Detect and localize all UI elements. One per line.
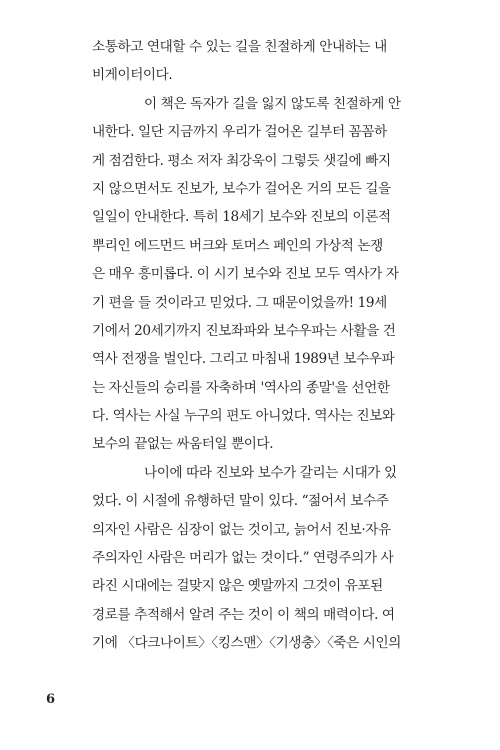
text-line: 기에 〈다크나이트〉〈킹스맨〉〈기생충〉〈죽은 시인의 [92,635,401,652]
text-line: 경로를 추적해서 알려 주는 것이 이 책의 매력이다. 여 [92,606,395,623]
body-text [92,33,401,658]
text-line: 일일이 안내한다. 특히 18세기 보수와 진보의 이론적 [92,209,391,226]
paragraph-start-line: 이 책은 독자가 길을 잃지 않도록 친절하게 안 [144,95,401,112]
text-line: 보수의 끝없는 싸움터일 뿐이다. [92,436,274,453]
text-line: 내한다. 일단 지금까지 우리가 걸어온 길부터 꼼꼼하 [92,124,387,141]
text-line: 게 점검한다. 평소 저자 최강욱이 그렇듯 샛길에 빠지 [92,152,391,169]
text-line: 은 매우 흥미롭다. 이 시기 보수와 진보 모두 역사가 자 [92,266,399,283]
text-line: 비게이터이다. [92,67,173,84]
text-line: 다. 역사는 사실 누구의 편도 아니었다. 역사는 진보와 [92,408,395,425]
text-line: 주의자인 사람은 머리가 없는 것이다.” 연령주의가 사 [92,550,394,567]
text-line: 지 않으면서도 진보가, 보수가 걸어온 거의 모든 길을 [92,180,391,197]
page-number: 6 [46,692,56,707]
text-line: 뿌리인 에드먼드 버크와 토머스 페인의 가상적 논쟁 [92,237,383,254]
text-line: 기에서 20세기까지 진보좌파와 보수우파는 사활을 건 [92,322,396,339]
text-line: 역사 전쟁을 벌인다. 그리고 마침내 1989년 보수우파 [92,351,395,368]
text-line: 는 자신들의 승리를 자축하며 '역사의 종말'을 선언한 [92,379,390,396]
paragraph-start-line: 나이에 따라 진보와 보수가 갈리는 시대가 있 [144,464,397,481]
text-line: 라진 시대에는 걸맞지 않은 옛말까지 그것이 유포된 [92,578,383,595]
text-line: 었다. 이 시절에 유행하던 말이 있다. “젊어서 보수주 [92,493,389,510]
text-line: 기 편을 들 것이라고 믿었다. 그 때문이었을까! 19세 [92,294,387,311]
text-line: 의자인 사람은 심장이 없는 것이고, 늙어서 진보·자유 [92,521,391,538]
text-line: 소통하고 연대할 수 있는 길을 친절하게 안내하는 내 [92,39,387,55]
